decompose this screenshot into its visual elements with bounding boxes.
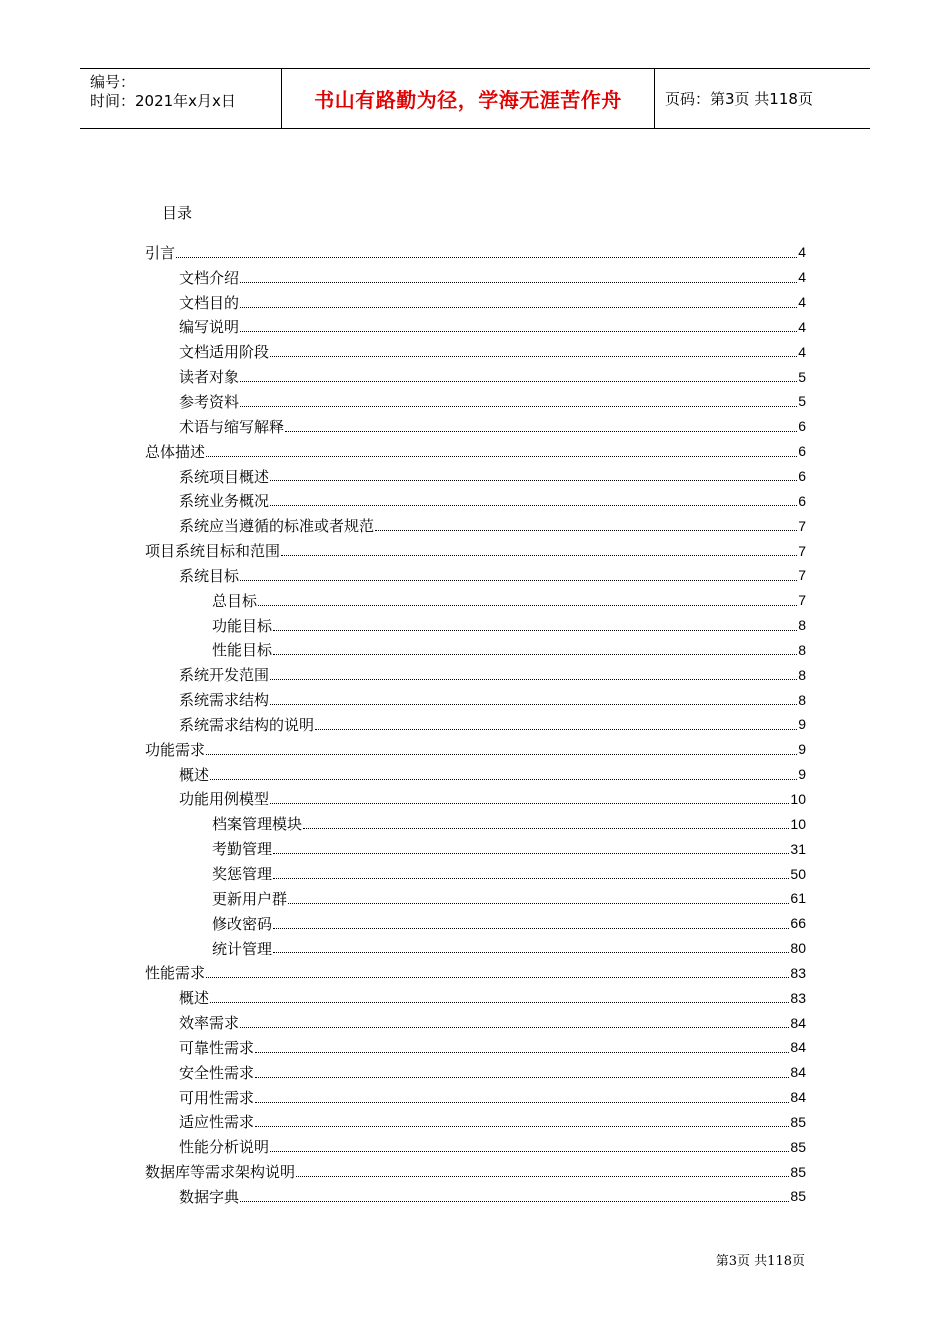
toc-entry[interactable]: [145, 1184, 806, 1209]
toc-entry-title: 概述: [179, 989, 210, 1008]
header-motto: 书山有路勤为径，学海无涯苦作舟: [282, 69, 655, 128]
toc-entry-page: 7: [798, 592, 806, 609]
page-footer: 第3页 共118页: [715, 1254, 805, 1269]
toc-dot-leader: [285, 430, 797, 432]
header-page-info: 页码：第3页 共118页: [665, 90, 813, 108]
toc-dot-leader: [258, 604, 797, 606]
toc-dot-leader: [273, 852, 789, 854]
toc-entry-title: 性能分析说明: [179, 1138, 270, 1157]
toc-entry-title: 可靠性需求: [179, 1038, 255, 1057]
toc-entry[interactable]: [145, 1159, 806, 1184]
toc-entry-title: 概述: [179, 765, 210, 784]
toc-dot-leader: [270, 504, 797, 506]
toc-entry-page: 4: [798, 294, 806, 311]
toc-entry-page: 4: [798, 318, 806, 335]
toc-entry-title: 性能目标: [212, 641, 273, 660]
toc-dot-leader: [206, 976, 789, 978]
toc-entry-title: 功能用例模型: [179, 790, 270, 809]
toc-entry-page: 8: [798, 691, 806, 708]
toc-entry[interactable]: [145, 488, 806, 513]
toc-entry-page: 6: [798, 468, 806, 485]
toc-entry-title: 总目标: [212, 591, 258, 610]
toc-dot-leader: [303, 827, 789, 829]
toc-entry-page: 84: [790, 1064, 806, 1081]
toc-entry-page: 7: [798, 567, 806, 584]
toc-entry-page: 61: [790, 890, 806, 907]
toc-entry-title: 系统项目概述: [179, 467, 270, 486]
toc-entry-title: 系统需求结构: [179, 691, 270, 710]
toc-entry-page: 8: [798, 666, 806, 683]
toc-dot-leader: [210, 778, 797, 780]
toc-entry-page: 6: [798, 418, 806, 435]
toc-entry[interactable]: [145, 364, 806, 389]
toc-entry-title: 修改密码: [212, 914, 273, 933]
toc-entry-title: 数据字典: [179, 1187, 240, 1206]
toc-dot-leader: [375, 529, 797, 531]
toc-entry[interactable]: [145, 1085, 806, 1110]
toc-entry-title: 奖惩管理: [212, 865, 273, 884]
toc-entry[interactable]: [145, 464, 806, 489]
toc-entry-page: 83: [790, 989, 806, 1006]
toc-entry-page: 10: [790, 790, 806, 807]
toc-entry-page: 85: [790, 1138, 806, 1155]
toc-dot-leader: [210, 1001, 789, 1003]
toc-entry[interactable]: [145, 787, 806, 812]
toc-entry-title: 总体描述: [145, 442, 206, 461]
toc-entry-page: 10: [790, 815, 806, 832]
toc-entry[interactable]: [145, 886, 806, 911]
toc-entry[interactable]: [145, 811, 806, 836]
toc-dot-leader: [255, 1076, 789, 1078]
toc-entry-page: 66: [790, 915, 806, 932]
toc-entry-title: 性能需求: [145, 964, 206, 983]
toc-entry-title: 档案管理模块: [212, 815, 303, 834]
toc-entry[interactable]: [145, 762, 806, 787]
toc-dot-leader: [273, 951, 789, 953]
toc-entry-title: 统计管理: [212, 939, 273, 958]
toc-entry-title: 项目系统目标和范围: [145, 542, 281, 561]
toc-entry[interactable]: [145, 265, 806, 290]
toc-entry-page: 6: [798, 492, 806, 509]
toc-dot-leader: [315, 728, 797, 730]
toc-entry-page: 85: [790, 1188, 806, 1205]
toc-entry-title: 效率需求: [179, 1014, 240, 1033]
toc-entry[interactable]: [145, 687, 806, 712]
toc-entry[interactable]: [145, 1060, 806, 1085]
toc-entry-title: 读者对象: [179, 368, 240, 387]
toc-entry[interactable]: [145, 960, 806, 985]
toc-entry-title: 系统目标: [179, 566, 240, 585]
toc-entry-title: 术语与缩写解释: [179, 417, 285, 436]
toc-entry[interactable]: [145, 936, 806, 961]
table-of-contents: [145, 240, 806, 1209]
toc-entry[interactable]: [145, 315, 806, 340]
toc-dot-leader: [240, 380, 797, 382]
toc-entry-page: 4: [798, 244, 806, 261]
toc-dot-leader: [240, 330, 797, 332]
toc-entry-page: 85: [790, 1163, 806, 1180]
toc-dot-leader: [206, 753, 797, 755]
toc-entry-page: 84: [790, 1014, 806, 1031]
toc-entry-page: 9: [798, 741, 806, 758]
toc-entry[interactable]: [145, 712, 806, 737]
toc-entry[interactable]: [145, 1110, 806, 1135]
toc-entry[interactable]: [145, 588, 806, 613]
toc-entry[interactable]: [145, 638, 806, 663]
toc-entry-title: 适应性需求: [179, 1113, 255, 1132]
toc-dot-leader: [270, 678, 797, 680]
document-time: 时间：2021年x月x日: [90, 92, 236, 110]
toc-dot-leader: [176, 256, 797, 258]
toc-entry-title: 文档介绍: [179, 268, 240, 287]
toc-entry-title: 引言: [145, 243, 176, 262]
toc-entry-title: 系统需求结构的说明: [179, 715, 315, 734]
toc-entry[interactable]: [145, 1010, 806, 1035]
toc-entry[interactable]: [145, 339, 806, 364]
toc-entry-page: 7: [798, 517, 806, 534]
toc-entry-title: 可用性需求: [179, 1088, 255, 1107]
toc-entry-page: 5: [798, 393, 806, 410]
toc-entry[interactable]: [145, 538, 806, 563]
toc-entry-page: 80: [790, 940, 806, 957]
toc-entry-title: 安全性需求: [179, 1063, 255, 1082]
toc-dot-leader: [240, 1200, 789, 1202]
toc-entry[interactable]: [145, 985, 806, 1010]
toc-entry-title: 功能需求: [145, 740, 206, 759]
toc-entry-page: 9: [798, 716, 806, 733]
toc-dot-leader: [270, 1150, 789, 1152]
toc-dot-leader: [270, 479, 797, 481]
toc-entry[interactable]: [145, 737, 806, 762]
toc-dot-leader: [206, 455, 797, 457]
toc-dot-leader: [270, 802, 789, 804]
toc-entry[interactable]: [145, 389, 806, 414]
toc-dot-leader: [270, 703, 797, 705]
toc-entry-page: 84: [790, 1089, 806, 1106]
toc-entry-page: 5: [798, 368, 806, 385]
toc-entry-title: 系统开发范围: [179, 666, 270, 685]
toc-entry[interactable]: [145, 290, 806, 315]
toc-entry-title: 编写说明: [179, 318, 240, 337]
toc-entry-title: 功能目标: [212, 616, 273, 635]
toc-entry-page: 4: [798, 343, 806, 360]
toc-entry[interactable]: [145, 439, 806, 464]
toc-entry-title: 系统应当遵循的标准或者规范: [179, 517, 375, 536]
toc-entry-title: 更新用户群: [212, 889, 288, 908]
toc-dot-leader: [240, 1026, 789, 1028]
toc-entry[interactable]: [145, 513, 806, 538]
toc-entry-page: 50: [790, 865, 806, 882]
toc-entry[interactable]: [145, 1134, 806, 1159]
document-number-label: 编号：: [90, 73, 136, 91]
toc-entry-title: 系统业务概况: [179, 492, 270, 511]
toc-entry-page: 8: [798, 641, 806, 658]
toc-entry-page: 6: [798, 443, 806, 460]
toc-title: 目录: [162, 204, 193, 222]
toc-entry[interactable]: [145, 563, 806, 588]
toc-entry[interactable]: [145, 911, 806, 936]
toc-entry[interactable]: [145, 613, 806, 638]
toc-entry-page: 8: [798, 617, 806, 634]
toc-entry-page: 84: [790, 1039, 806, 1056]
page-header: [80, 68, 870, 129]
toc-dot-leader: [296, 1175, 789, 1177]
toc-entry[interactable]: [145, 414, 806, 439]
toc-dot-leader: [255, 1051, 789, 1053]
toc-entry[interactable]: [145, 1035, 806, 1060]
toc-entry-page: 7: [798, 542, 806, 559]
toc-dot-leader: [288, 902, 789, 904]
toc-entry-page: 4: [798, 269, 806, 286]
toc-entry[interactable]: [145, 861, 806, 886]
toc-entry-page: 83: [790, 964, 806, 981]
toc-dot-leader: [270, 355, 797, 357]
toc-dot-leader: [255, 1101, 789, 1103]
header-meta: [80, 69, 282, 128]
toc-entry-page: 85: [790, 1113, 806, 1130]
toc-entry-title: 文档适用阶段: [179, 343, 270, 362]
toc-dot-leader: [240, 579, 797, 581]
toc-entry-title: 考勤管理: [212, 840, 273, 859]
toc-entry[interactable]: [145, 240, 806, 265]
toc-entry-page: 9: [798, 766, 806, 783]
toc-dot-leader: [240, 281, 797, 283]
toc-entry-page: 31: [790, 840, 806, 857]
toc-dot-leader: [273, 653, 797, 655]
toc-entry-title: 数据库等需求架构说明: [145, 1163, 296, 1182]
toc-dot-leader: [240, 306, 797, 308]
toc-dot-leader: [273, 927, 789, 929]
toc-entry[interactable]: [145, 836, 806, 861]
toc-dot-leader: [240, 405, 797, 407]
toc-dot-leader: [273, 629, 797, 631]
toc-dot-leader: [273, 877, 789, 879]
toc-entry-title: 参考资料: [179, 392, 240, 411]
toc-dot-leader: [281, 554, 797, 556]
toc-entry-title: 文档目的: [179, 293, 240, 312]
toc-entry[interactable]: [145, 662, 806, 687]
toc-dot-leader: [255, 1125, 789, 1127]
